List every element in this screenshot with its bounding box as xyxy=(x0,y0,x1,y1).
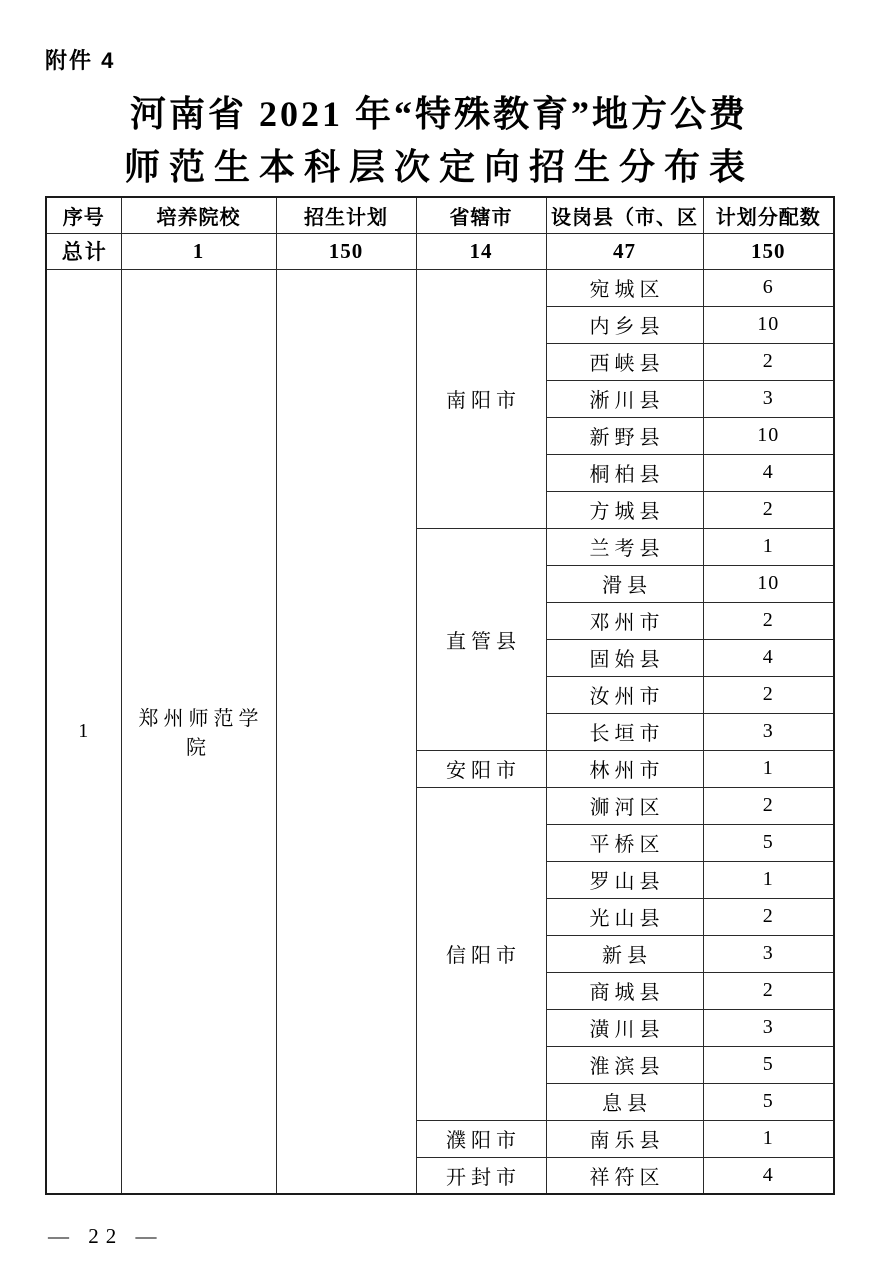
allocation-cell: 4 xyxy=(703,639,834,676)
county-cell: 滑县 xyxy=(546,565,703,602)
city-cell: 南阳市 xyxy=(416,269,546,528)
county-cell: 息县 xyxy=(546,1083,703,1120)
table-header-row xyxy=(46,197,834,233)
allocation-cell: 10 xyxy=(703,565,834,602)
table-header xyxy=(46,197,834,233)
total-school-count-cell: 1 xyxy=(121,233,276,269)
column-header: 序号 xyxy=(46,197,121,233)
county-cell: 祥符区 xyxy=(546,1157,703,1194)
allocation-cell: 1 xyxy=(703,528,834,565)
page-number: — 22 — xyxy=(48,1224,164,1248)
allocation-cell: 4 xyxy=(703,1157,834,1194)
county-cell: 南乐县 xyxy=(546,1120,703,1157)
county-cell: 邓州市 xyxy=(546,602,703,639)
seq-cell: 1 xyxy=(46,269,121,1194)
column-header: 省辖市 xyxy=(416,197,546,233)
allocation-cell: 2 xyxy=(703,343,834,380)
allocation-cell: 3 xyxy=(703,713,834,750)
county-cell: 内乡县 xyxy=(546,306,703,343)
allocation-cell: 2 xyxy=(703,787,834,824)
column-header: 培养院校 xyxy=(121,197,276,233)
allocation-cell: 2 xyxy=(703,676,834,713)
allocation-cell: 5 xyxy=(703,1083,834,1120)
allocation-cell: 3 xyxy=(703,380,834,417)
allocation-cell: 2 xyxy=(703,898,834,935)
allocation-cell: 3 xyxy=(703,935,834,972)
county-cell: 新野县 xyxy=(546,417,703,454)
city-cell: 信阳市 xyxy=(416,787,546,1120)
allocation-cell: 1 xyxy=(703,861,834,898)
column-header: 招生计划 xyxy=(276,197,416,233)
attachment-label: 附件 4 xyxy=(45,48,116,73)
allocation-cell: 2 xyxy=(703,491,834,528)
county-cell: 商城县 xyxy=(546,972,703,1009)
allocation-cell: 2 xyxy=(703,972,834,1009)
total-allocation-cell: 150 xyxy=(703,233,834,269)
page-title-line-2: 师范生本科层次定向招生分布表 xyxy=(123,147,754,187)
total-county-count-cell: 47 xyxy=(546,233,703,269)
county-cell: 淮滨县 xyxy=(546,1046,703,1083)
county-cell: 罗山县 xyxy=(546,861,703,898)
total-city-count-cell: 14 xyxy=(416,233,546,269)
total-label-cell: 总计 xyxy=(46,233,121,269)
county-cell: 西峡县 xyxy=(546,343,703,380)
allocation-cell: 4 xyxy=(703,454,834,491)
column-header: 设岗县（市、区 xyxy=(546,197,703,233)
page-title-line-1: 河南省 2021 年“特殊教育”地方公费 xyxy=(129,94,748,134)
city-cell: 开封市 xyxy=(416,1157,546,1194)
table-row xyxy=(46,269,834,306)
county-cell: 宛城区 xyxy=(546,269,703,306)
school-cell: 郑州师范学院 xyxy=(121,269,276,1194)
distribution-table xyxy=(45,196,835,1195)
total-enrollment-plan-cell: 150 xyxy=(276,233,416,269)
county-cell: 林州市 xyxy=(546,750,703,787)
county-cell: 汝州市 xyxy=(546,676,703,713)
city-cell: 濮阳市 xyxy=(416,1120,546,1157)
county-cell: 方城县 xyxy=(546,491,703,528)
allocation-cell: 10 xyxy=(703,417,834,454)
allocation-cell: 5 xyxy=(703,1046,834,1083)
enrollment-plan-cell xyxy=(276,269,416,1194)
column-header: 计划分配数 xyxy=(703,197,834,233)
city-cell: 直管县 xyxy=(416,528,546,750)
county-cell: 平桥区 xyxy=(546,824,703,861)
county-cell: 潢川县 xyxy=(546,1009,703,1046)
allocation-cell: 1 xyxy=(703,1120,834,1157)
allocation-cell: 1 xyxy=(703,750,834,787)
county-cell: 浉河区 xyxy=(546,787,703,824)
total-row xyxy=(46,233,834,269)
county-cell: 桐柏县 xyxy=(546,454,703,491)
allocation-cell: 5 xyxy=(703,824,834,861)
county-cell: 长垣市 xyxy=(546,713,703,750)
county-cell: 兰考县 xyxy=(546,528,703,565)
city-cell: 安阳市 xyxy=(416,750,546,787)
allocation-cell: 2 xyxy=(703,602,834,639)
allocation-cell: 3 xyxy=(703,1009,834,1046)
allocation-cell: 10 xyxy=(703,306,834,343)
county-cell: 新县 xyxy=(546,935,703,972)
allocation-cell: 6 xyxy=(703,269,834,306)
county-cell: 固始县 xyxy=(546,639,703,676)
page-title xyxy=(0,88,878,194)
county-cell: 光山县 xyxy=(546,898,703,935)
county-cell: 淅川县 xyxy=(546,380,703,417)
table-body xyxy=(46,233,834,1194)
